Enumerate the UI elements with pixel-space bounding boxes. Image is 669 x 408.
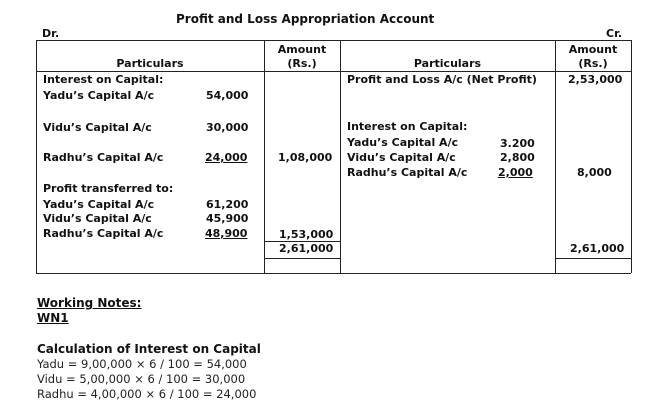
credit-side-label: Cr. (606, 27, 623, 40)
debit-profit-yadu-value: 61,200 (206, 198, 249, 211)
debit-yadu-label: Yadu’s Capital A/c (43, 89, 155, 102)
header-amount-right: Amount (568, 43, 618, 56)
credit-interest-heading: Interest on Capital: (347, 120, 468, 133)
header-bottom-border (36, 71, 631, 72)
credit-radhu-value: 2,000 (498, 166, 533, 179)
column-divider (264, 40, 265, 273)
debit-vidu-label: Vidu’s Capital A/c (43, 121, 152, 134)
table-top-border (36, 40, 631, 41)
credit-yadu-label: Yadu’s Capital A/c (347, 136, 459, 149)
debit-yadu-value: 54,000 (206, 89, 249, 102)
debit-vidu-value: 30,000 (206, 121, 249, 134)
header-particulars-right: Particulars (413, 57, 482, 70)
credit-yadu-value: 3.200 (500, 137, 535, 150)
header-amount-left: Amount (277, 43, 327, 56)
header-amount-left-unit: (Rs.) (287, 57, 317, 70)
header-particulars-left: Particulars (116, 57, 184, 70)
credit-interest-total: 8,000 (577, 166, 612, 179)
calculation-line: Vidu = 5,00,000 × 6 / 100 = 30,000 (37, 372, 246, 386)
debit-profit-yadu-label: Yadu’s Capital A/c (43, 198, 155, 211)
debit-radhu-value: 24,000 (205, 151, 248, 164)
credit-net-profit-value: 2,53,000 (568, 73, 623, 86)
total-rule (555, 258, 631, 259)
debit-profit-total: 1,53,000 (279, 228, 334, 241)
debit-profit-vidu-label: Vidu’s Capital A/c (43, 212, 152, 225)
credit-vidu-value: 2,800 (500, 151, 535, 164)
header-amount-right-unit: (Rs.) (578, 57, 608, 70)
column-divider (340, 40, 341, 273)
credit-grand-total: 2,61,000 (570, 242, 625, 255)
working-notes-heading: Working Notes: (37, 296, 142, 310)
credit-vidu-label: Vidu’s Capital A/c (347, 151, 456, 164)
debit-profit-heading: Profit transferred to: (43, 182, 174, 195)
table-left-border (36, 40, 37, 273)
debit-interest-total: 1,08,000 (278, 151, 333, 164)
debit-profit-vidu-value: 45,900 (206, 212, 249, 225)
calculation-heading: Calculation of Interest on Capital (37, 342, 261, 356)
table-bottom-border (36, 273, 631, 274)
total-rule (264, 258, 340, 259)
page-title: Profit and Loss Appropriation Account (176, 12, 435, 26)
debit-profit-radhu-value: 48,900 (205, 227, 248, 240)
debit-radhu-label: Radhu’s Capital A/c (43, 151, 164, 164)
calculation-line: Yadu = 9,00,000 × 6 / 100 = 54,000 (37, 357, 247, 371)
working-note-number: WN1 (37, 311, 69, 325)
credit-net-profit-label: Profit and Loss A/c (Net Profit) (347, 73, 537, 86)
credit-radhu-label: Radhu’s Capital A/c (347, 166, 468, 179)
calculation-line: Radhu = 4,00,000 × 6 / 100 = 24,000 (37, 387, 257, 401)
table-right-border (631, 40, 632, 273)
column-divider (555, 40, 556, 273)
debit-side-label: Dr. (42, 27, 60, 40)
debit-grand-total: 2,61,000 (279, 242, 334, 255)
debit-profit-radhu-label: Radhu’s Capital A/c (43, 227, 164, 240)
debit-interest-heading: Interest on Capital: (43, 73, 164, 86)
